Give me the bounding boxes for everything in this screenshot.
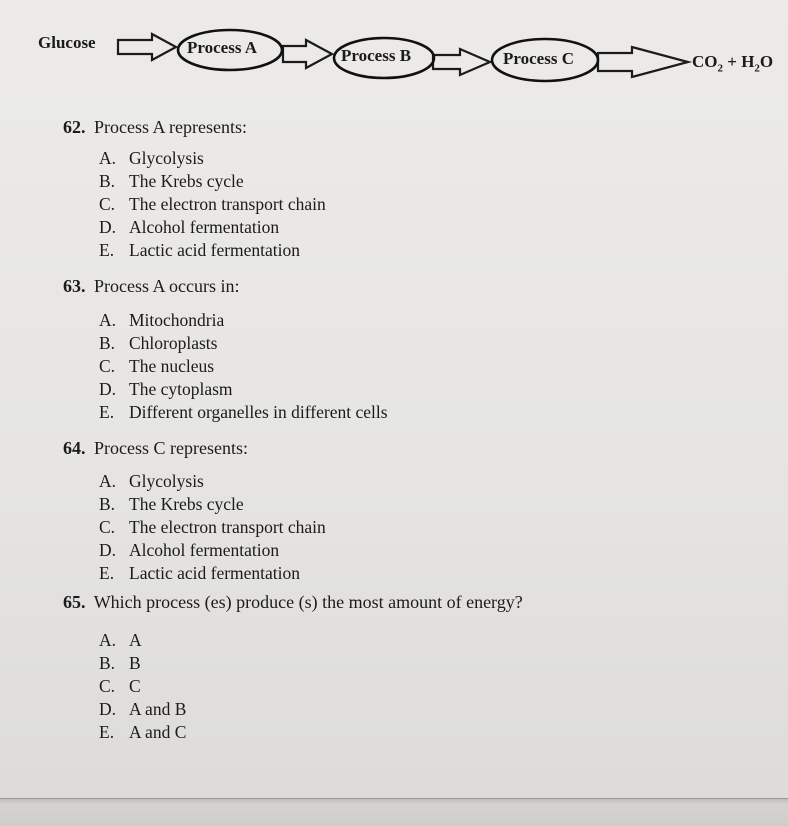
option-letter: C. (99, 517, 116, 537)
option-letter: D. (99, 540, 117, 560)
option-text: Alcohol fermentation (129, 540, 280, 560)
option-letter: A. (99, 310, 117, 330)
option-b[interactable] (99, 652, 523, 675)
option-text: Glycolysis (129, 471, 204, 491)
option-letter: B. (99, 494, 116, 514)
option-c[interactable] (99, 355, 388, 378)
option-text: Lactic acid fermentation (129, 563, 301, 583)
option-letter: A. (99, 471, 117, 491)
glucose-label: Glucose (38, 33, 96, 52)
respiration-diagram (0, 0, 788, 100)
option-a[interactable] (99, 309, 388, 332)
option-letter: D. (99, 217, 117, 237)
option-letter: E. (99, 722, 115, 742)
question-text: Process C represents: (94, 438, 248, 458)
option-text: A and B (129, 699, 187, 719)
arrow-4 (598, 47, 688, 77)
option-text: The electron transport chain (129, 194, 326, 214)
question-text: Which process (es) produce (s) the most amount of energy? (93, 592, 523, 612)
question-62 (63, 117, 326, 262)
option-d[interactable] (99, 378, 388, 401)
option-b[interactable] (99, 332, 388, 355)
option-e[interactable] (99, 721, 523, 744)
option-text: Lactic acid fermentation (129, 240, 301, 260)
option-text: The Krebs cycle (129, 171, 244, 191)
plus-sign: + (727, 52, 737, 71)
question-65-options (63, 629, 523, 744)
h2o-o-text: O (759, 52, 774, 71)
option-c[interactable] (99, 675, 523, 698)
question-64 (63, 438, 326, 585)
option-letter: C. (99, 676, 116, 696)
option-a[interactable] (99, 147, 326, 170)
option-letter: C. (99, 194, 116, 214)
option-letter: A. (99, 148, 117, 168)
option-b[interactable] (99, 493, 326, 516)
option-letter: D. (99, 379, 117, 399)
option-letter: C. (99, 356, 116, 376)
option-b[interactable] (99, 170, 326, 193)
question-63-title (63, 276, 388, 297)
option-text: The electron transport chain (129, 517, 326, 537)
option-text: B (129, 653, 141, 673)
co2-text: CO (692, 52, 718, 71)
arrow-2 (283, 40, 332, 68)
process-c-label: Process C (503, 49, 574, 68)
option-text: A and C (129, 722, 187, 742)
option-a[interactable] (99, 629, 523, 652)
question-63-options (63, 309, 388, 424)
question-63 (63, 276, 388, 424)
option-letter: E. (99, 402, 115, 422)
question-62-title (63, 117, 326, 138)
option-letter: E. (99, 563, 115, 583)
question-62-options (63, 147, 326, 262)
option-text: Different organelles in different cells (129, 402, 388, 422)
process-a-label: Process A (187, 38, 258, 57)
h2o-subscript: 2 (754, 62, 760, 75)
question-65 (63, 592, 523, 744)
question-text: Process A occurs in: (94, 276, 240, 296)
option-letter: B. (99, 333, 116, 353)
option-text: The nucleus (129, 356, 215, 376)
process-b-label: Process B (341, 46, 412, 65)
option-letter: D. (99, 699, 117, 719)
option-text: A (129, 630, 142, 650)
option-e[interactable] (99, 239, 326, 262)
arrow-1 (118, 34, 176, 60)
option-letter: E. (99, 240, 115, 260)
question-64-title (63, 438, 326, 459)
option-e[interactable] (99, 401, 388, 424)
option-text: The Krebs cycle (129, 494, 244, 514)
option-a[interactable] (99, 470, 326, 493)
option-c[interactable] (99, 516, 326, 539)
option-text: C (129, 676, 141, 696)
option-text: Mitochondria (129, 310, 225, 330)
option-e[interactable] (99, 562, 326, 585)
option-d[interactable] (99, 539, 326, 562)
option-text: Glycolysis (129, 148, 204, 168)
screen-bottom-edge (0, 798, 788, 826)
option-letter: B. (99, 653, 116, 673)
co2-subscript: 2 (717, 62, 723, 75)
products-label (692, 52, 773, 74)
option-c[interactable] (99, 193, 326, 216)
option-d[interactable] (99, 216, 326, 239)
h2o-h-text: H (741, 52, 755, 71)
option-text: Chloroplasts (129, 333, 218, 353)
option-letter: B. (99, 171, 116, 191)
option-text: Alcohol fermentation (129, 217, 280, 237)
option-text: The cytoplasm (129, 379, 233, 399)
option-d[interactable] (99, 698, 523, 721)
arrow-3 (433, 49, 490, 75)
option-letter: A. (99, 630, 117, 650)
question-64-options (63, 470, 326, 585)
question-65-title (63, 592, 523, 613)
question-number: 62. (63, 117, 86, 137)
question-number: 65. (63, 592, 86, 612)
question-text: Process A represents: (94, 117, 247, 137)
question-number: 63. (63, 276, 86, 296)
question-number: 64. (63, 438, 86, 458)
